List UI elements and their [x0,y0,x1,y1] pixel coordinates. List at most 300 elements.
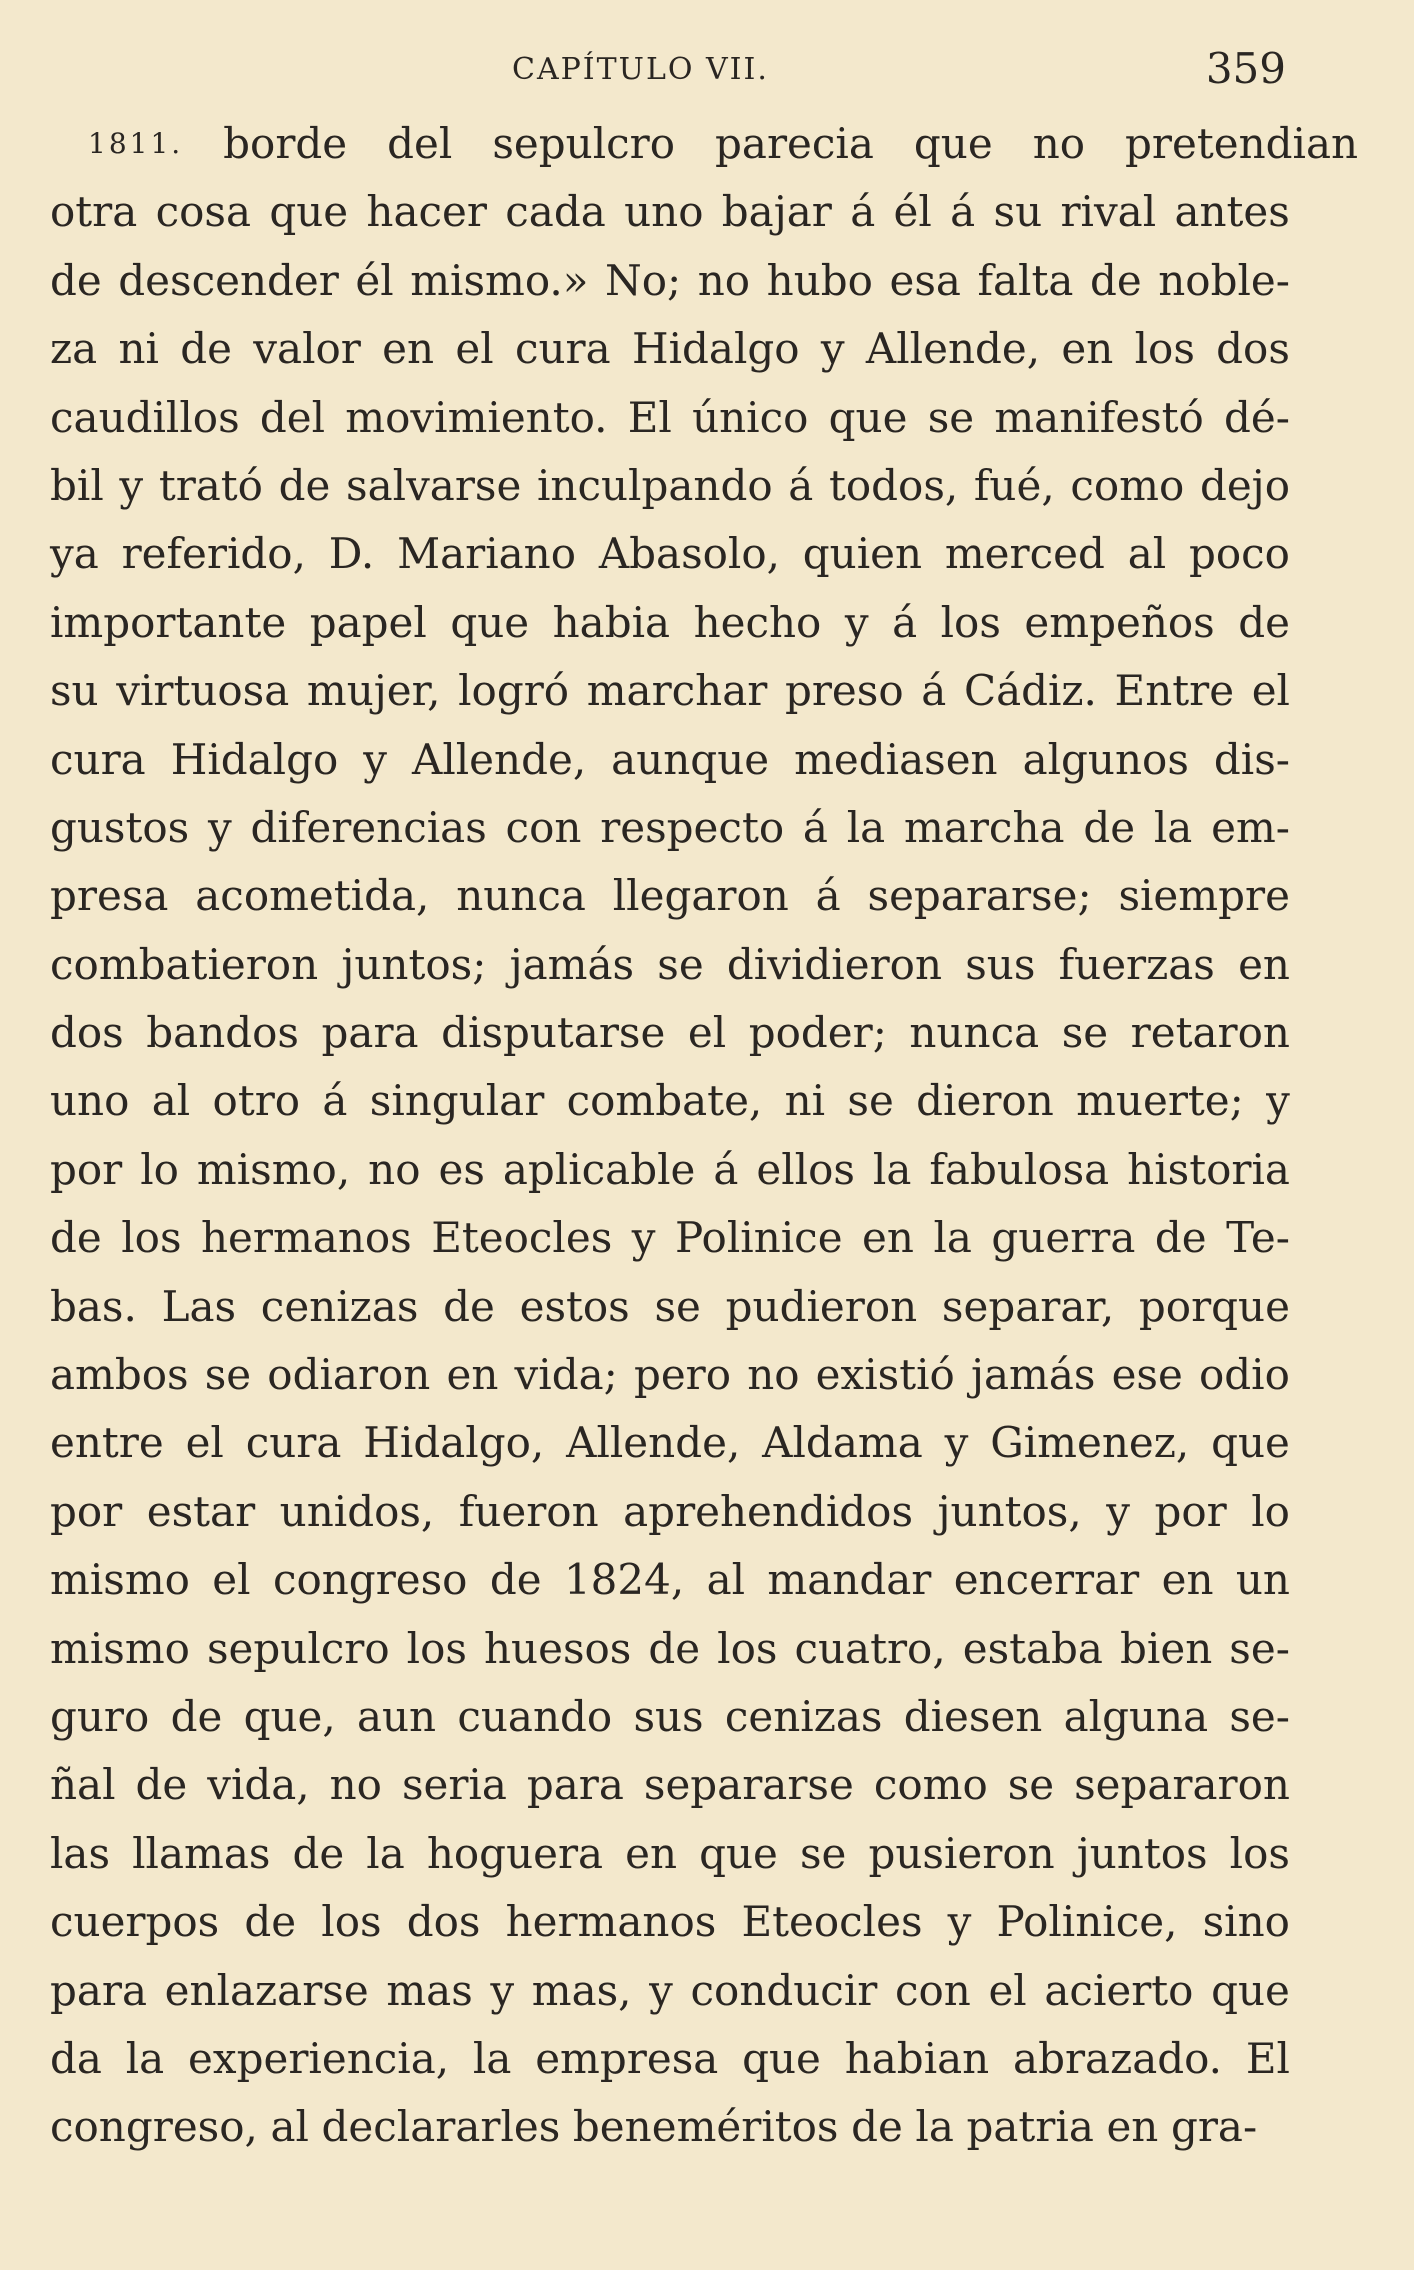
word: unidos, [279,1486,435,1536]
word: y [649,1965,673,2015]
word: de [244,1897,297,1947]
margin-year: 1811. [88,127,184,160]
word: acierto [1044,1965,1194,2015]
word: noble- [1158,255,1290,305]
text-line [50,999,1290,1067]
word: separar, [941,1281,1115,1331]
word: habian [844,2033,990,2083]
word: congreso [272,1555,468,1605]
word: la [472,2033,512,2083]
word: combatieron [50,939,319,989]
word: la [933,1213,972,1263]
word: combate, [566,1076,763,1126]
word: estaba [962,1623,1103,1673]
word: seria [401,1760,507,1810]
word: pudieron [725,1281,918,1331]
word: y [947,1897,972,1947]
word: fabulosa [929,1144,1110,1194]
text-line [50,2025,1290,2093]
word: algunos [1022,734,1189,784]
word: vida; [514,1350,618,1400]
word: za [50,324,98,374]
word: la [846,802,886,852]
word: D. [328,529,375,579]
running-head [0,40,1414,100]
word: Polinice [674,1213,843,1263]
word: él [355,255,394,305]
word: empeños [1024,597,1215,647]
word: Allende, [865,324,1041,374]
text-line [50,452,1290,520]
text-line [50,520,1290,588]
word: guerra [991,1213,1136,1263]
word: hacer [366,187,487,237]
word: dieron [916,1076,1054,1126]
word: declararles [321,2102,561,2152]
text-line [50,315,1290,383]
word: movimiento. [345,392,608,442]
word: pretendian [1125,119,1359,168]
word: á [713,1144,739,1194]
word: manifestó [994,392,1204,442]
word: cenizas [260,1281,419,1331]
word: para [526,1760,624,1810]
word: el [212,1555,251,1605]
word: á [850,187,876,237]
text-line [50,1136,1290,1204]
word: en [862,1213,914,1263]
word: aunque [611,734,770,784]
word: presa [50,871,169,921]
word: descender [118,255,339,305]
word: mas, [531,1965,632,2015]
word: quien [802,529,923,579]
word: y [820,324,845,374]
word: guro [50,1691,150,1741]
word: para [50,1965,148,2015]
word: del [259,392,326,442]
word: Eteocles [431,1213,613,1263]
word: logró [458,666,570,716]
word: al [1127,529,1167,579]
word: fueron [458,1486,599,1536]
word: falta [977,255,1074,305]
word: sus [965,939,1036,989]
word: em- [1211,802,1290,852]
word: merced [944,529,1105,579]
word: Polinice, [996,1897,1178,1947]
word: mismo, [196,1144,351,1194]
text-line [50,1615,1290,1683]
word: alguna [1063,1691,1209,1741]
word: la [366,1828,405,1878]
word: hubo [766,255,873,305]
word: á [802,802,828,852]
word: antes [1174,187,1290,237]
word: dos [1216,324,1290,374]
word: acometida, [195,871,430,921]
word: habia [552,597,671,647]
word: aplicable [502,1144,696,1194]
word: no [747,1350,800,1400]
word: pero [633,1350,732,1400]
word: de [278,460,331,510]
word: á [322,1076,348,1126]
word: diesen [903,1691,1043,1741]
word: y [944,1418,969,1468]
word: se- [1229,1623,1290,1673]
word: á [815,871,841,921]
word: preso [784,666,904,716]
chapter-heading: CAPÍTULO VII. [512,52,769,87]
word: cuatro, [794,1623,946,1673]
word: entre [50,1418,164,1468]
word: dé- [1224,392,1290,442]
word: Abasolo, [598,529,780,579]
word: dos [50,1008,124,1058]
word: Cádiz. [963,666,1097,716]
word: marcha [903,802,1065,852]
word: que [828,392,908,442]
text-line [50,862,1290,930]
word: él [893,187,932,237]
word: de [1083,802,1136,852]
word: encerrar [953,1555,1140,1605]
word: el [988,1965,1027,2015]
word: valor [253,324,361,374]
word: ambos [50,1350,189,1400]
text-line [50,931,1290,999]
word: no [368,1144,421,1194]
word: cuerpos [50,1897,220,1947]
text-line [50,1751,1290,1819]
word: la [1153,802,1193,852]
word: con [894,1965,971,2015]
word: la [872,1144,912,1194]
word: en [625,1828,678,1878]
word: que [1211,1418,1290,1468]
word: El [1245,2033,1290,2083]
word: dis- [1213,734,1290,784]
word: al [270,2102,309,2152]
word: los [321,1897,382,1947]
word: por [50,1144,123,1194]
word: ese [1111,1350,1183,1400]
word: odiaron [267,1350,431,1400]
word: vida, [207,1760,310,1810]
word: para [321,1008,419,1058]
word: siempre [1118,871,1290,921]
text-line [50,247,1290,315]
word: la [125,2033,165,2083]
word: estos [519,1281,630,1331]
word: porque [1138,1281,1290,1331]
word: en [382,324,435,374]
word: al [706,1555,746,1605]
word: por [50,1486,123,1536]
word: de [50,255,102,305]
word: que [913,119,993,168]
word: Allende, [411,734,587,784]
word: sepulcro [206,1623,390,1673]
word: los [717,1623,778,1673]
word: se [654,1281,701,1331]
word: dos [406,1897,481,1947]
text-line [50,1341,1290,1409]
word: de [1238,597,1290,647]
word: nunca [909,1008,1040,1058]
word: y [363,734,387,784]
word: historia [1127,1144,1290,1194]
word: único [692,392,809,442]
word: disputarse [441,1008,666,1058]
word: de [648,1623,701,1673]
word: papel [309,597,427,647]
word: uno [50,1076,130,1126]
word: los [1229,1828,1290,1878]
text-line [50,1204,1290,1272]
word: se [927,392,975,442]
word: sepulcro [492,119,676,168]
text-line [50,1273,1290,1341]
text-line [50,1683,1290,1751]
word: dividieron [726,939,942,989]
word: como [1070,460,1185,510]
word: sino [1202,1897,1290,1947]
word: mismo [50,1623,190,1673]
word: de [1089,255,1142,305]
word: rival [1060,187,1157,237]
word: juntos; [341,939,487,989]
word: mujer, [306,666,441,716]
word: borde [223,119,348,168]
word: separarse; [867,871,1092,921]
word: no [1032,119,1086,168]
word: se [204,1350,252,1400]
body-text [50,110,1359,2162]
word: al [151,1076,191,1126]
word: respecto [600,802,785,852]
word: los [406,1623,467,1673]
word: juntos [1076,1828,1208,1878]
word: y [631,1213,656,1263]
text-line [50,589,1290,657]
word: conducir [690,1965,878,2015]
word: separaron [1074,1760,1290,1810]
word: la [915,2102,954,2152]
word: que [742,2033,821,2083]
word: de [489,1555,542,1605]
word: en [1161,1555,1214,1605]
word: se [1007,1760,1055,1810]
word: hermanos [201,1213,412,1263]
word: congreso, [50,2102,258,2152]
text-line [50,794,1290,862]
text-line [50,726,1290,794]
text-line [50,1820,1290,1888]
word: caudillos [50,392,240,442]
word: y [208,802,232,852]
text-line [50,1957,1290,2025]
word: gustos [50,802,190,852]
word: llegaron [612,871,789,921]
page-number: 359 [1205,44,1286,93]
word: de [292,1828,345,1878]
text-line [50,1409,1290,1477]
word: El [627,392,672,442]
word: es [438,1144,485,1194]
word: mas [386,1965,473,2015]
word: hermanos [505,1897,717,1947]
word: el [687,1008,727,1058]
word: los [121,1213,182,1263]
word: enlazarse [164,1965,369,2015]
word: Hidalgo [170,734,339,784]
word: dejo [1199,460,1290,510]
word: bil [50,460,104,510]
word: parecia [715,119,874,168]
word: ellos [756,1144,855,1194]
word: diferencias [250,802,487,852]
word: y [844,597,869,647]
word: que [269,187,349,237]
word: aprehendidos [623,1486,913,1536]
word: Mariano [397,529,577,579]
word: pusieron [868,1828,1055,1878]
word: esa [889,255,961,305]
word: que [699,1828,778,1878]
word: que [1211,1965,1290,2015]
word: á [950,187,976,237]
word: cura [245,1418,342,1468]
word: Te- [1226,1213,1290,1263]
word: virtuosa [116,666,290,716]
word: poder; [748,1008,887,1058]
word: de [443,1281,495,1331]
word: en [1238,939,1290,989]
word: fué, [973,460,1055,510]
word: empresa [535,2033,719,2083]
word: Las [161,1281,237,1331]
word: todos, [828,460,959,510]
word: su [993,187,1043,237]
word: se [847,1076,894,1126]
word: cenizas [724,1691,883,1741]
word: odio [1198,1350,1290,1400]
word: cosa [155,187,251,237]
word: mandar [767,1555,932,1605]
word: ya [50,529,99,579]
word: lo [1251,1486,1290,1536]
text-line [50,110,1359,178]
word: aun [356,1691,437,1741]
word: referido, [121,529,306,579]
word: Entre [1114,666,1235,716]
word: á [892,597,918,647]
word: un [1235,1555,1290,1605]
word: importante [50,597,287,647]
word: sus [633,1691,704,1741]
word: poco [1188,529,1290,579]
word: se [1061,1008,1109,1058]
word: hoguera [426,1828,604,1878]
word: beneméritos [572,2102,839,2152]
word: estar [146,1486,256,1536]
word: con [505,802,582,852]
text-line [50,657,1290,725]
word: hecho [693,597,822,647]
word: de [135,1760,188,1810]
word: ñal [50,1760,116,1810]
word: á [921,666,947,716]
word: singular [369,1076,545,1126]
word: y [490,1965,515,2015]
word: cada [505,187,606,237]
word: en [1061,324,1114,374]
text-line [50,1546,1290,1614]
word: Eteocles [741,1897,923,1947]
word: fuerzas [1058,939,1215,989]
word: patria [966,2102,1094,2152]
word: mediasen [794,734,998,784]
word: por [1154,1486,1227,1536]
word: uno [624,187,704,237]
word: no [697,255,751,305]
word: Aldama [762,1418,923,1468]
word: el [185,1418,224,1468]
word: salvarse [346,460,522,510]
word: en [1106,2102,1159,2152]
word: en [446,1350,499,1400]
word: se [799,1828,847,1878]
word: otra [50,187,138,237]
word: retaron [1130,1008,1290,1058]
word: inculpando [536,460,773,510]
word: gra- [1170,2102,1258,2152]
word: jamás [509,939,635,989]
word: ni [784,1076,826,1126]
word: el [1251,666,1290,716]
word: Hidalgo, [363,1418,545,1468]
text-line [50,178,1290,246]
word: bajar [721,187,832,237]
word: Gimenez, [990,1418,1190,1468]
word: de [170,1691,223,1741]
word: cuando [457,1691,613,1741]
word: experiencia, [188,2033,450,2083]
word: jamás [970,1350,1096,1400]
word: y [1106,1486,1130,1536]
word: que, [243,1691,336,1741]
word: huesos [483,1623,632,1673]
word: trató [158,460,263,510]
word: los [940,597,1001,647]
word: de [50,1213,102,1263]
word: abrazado. [1013,2033,1223,2083]
word: ni [118,324,159,374]
word: marchar [586,666,768,716]
word: otro [212,1076,301,1126]
word: de [1154,1213,1207,1263]
word: mismo [50,1555,190,1605]
word: y [119,460,144,510]
word: bien [1120,1623,1213,1673]
word: se [657,939,704,989]
word: Allende, [566,1418,741,1468]
word: su [50,666,99,716]
word: del [387,119,453,168]
word: existió [815,1350,955,1400]
